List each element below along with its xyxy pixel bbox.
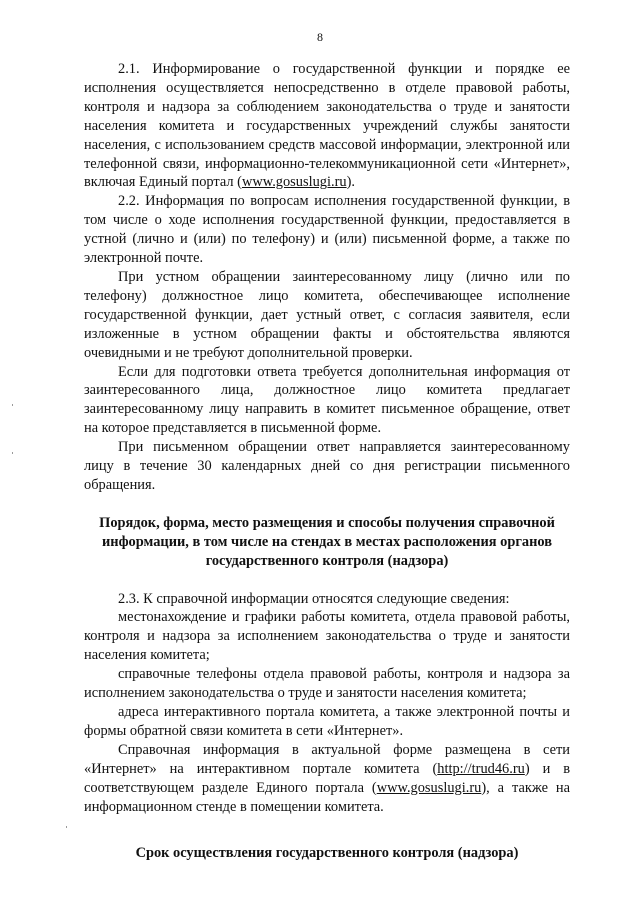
scan-mark xyxy=(66,826,67,828)
paragraph-2-1-text: 2.1. Информирование о государственной функции и порядке ее исполнения осуществляется непосредственно в отделе правовой работы, контроля и надзора за соблюдением законодательства о труде и занятости населения комитета и государственных учреждений службы занятости населения, с использованием средств массовой информации, электронной или телефонной связи, информационно-телекоммуникационной сети «Интернет», включая Единый портал ( xyxy=(84,61,570,191)
paragraph-2-1-end: ). xyxy=(346,174,355,191)
trud46-link[interactable]: http://trud46.ru xyxy=(437,760,525,777)
section-heading-reference-info: Порядок, форма, место размещения и способы получения справочной информации, в том числе на стендах в местах расположения органов государственного контроля (надзора) xyxy=(99,514,555,569)
reference-text-2: ) и в соответствующем разделе Единого портала ( xyxy=(84,760,571,796)
section-heading-term: Срок осуществления государственного контроля (надзора) xyxy=(135,845,519,862)
scan-mark xyxy=(12,404,13,406)
spacer xyxy=(84,816,570,844)
document-body xyxy=(84,60,570,863)
paragraph-additional-info: Если для подготовки ответа требуется дополнительная информация от заинтересованного лица, должностное лицо комитета предлагает заинтересованному лицу направить в комитет письменное обращение, ответ на которое представляется в письменной форме. xyxy=(84,363,570,437)
scan-mark xyxy=(12,452,13,454)
paragraph-2-1 xyxy=(84,60,570,192)
list-item-addresses: адреса интерактивного портала комитета, а также электронной почты и формы обратной связи комитета в сети «Интернет». xyxy=(84,704,570,739)
reference-text-1: Справочная информация в актуальной форме размещена в сети «Интернет» на интерактивном портале комитета ( xyxy=(84,741,570,777)
paragraph-reference-placement xyxy=(84,741,570,817)
gosuslugi-link-2[interactable]: www.gosuslugi.ru xyxy=(376,779,482,796)
page-number: 8 xyxy=(317,30,323,44)
reference-text-3: ), а также на информационном стенде в помещении комитета. xyxy=(84,779,570,815)
gosuslugi-link[interactable]: www.gosuslugi.ru xyxy=(241,174,347,191)
list-item-location: местонахождение и графики работы комитета, отдела правовой работы, контроля и надзора за исполнением законодательства о труде и занятости населения комитета; xyxy=(84,609,570,664)
list-item-phones: справочные телефоны отдела правовой работы, контроля и надзора за исполнением законодательства о труде и занятости населения комитета; xyxy=(84,666,570,702)
spacer xyxy=(84,571,570,590)
paragraph-written-request: При письменном обращении ответ направляется заинтересованному лицу в течение 30 календарных дней со дня регистрации письменного обращения. xyxy=(84,439,570,493)
paragraph-oral-request: При устном обращении заинтересованному лицу (лично или по телефону) должностное лицо комитета, обеспечивающее исполнение государственной функции, дает устный ответ, с согласия заявителя, если изложенные в устном обращении факты и обстоятельства являются очевидными и не требуют дополнительной проверки. xyxy=(84,268,570,361)
paragraph-2-3: 2.3. К справочной информации относятся следующие сведения: xyxy=(118,590,510,607)
spacer xyxy=(84,495,570,514)
paragraph-2-2: 2.2. Информация по вопросам исполнения государственной функции, в том числе о ходе исполнения государственной функции, предоставляется в устной (лично и (или) по телефону) и (или) письменной форме, а также по электронной почте. xyxy=(84,193,570,267)
